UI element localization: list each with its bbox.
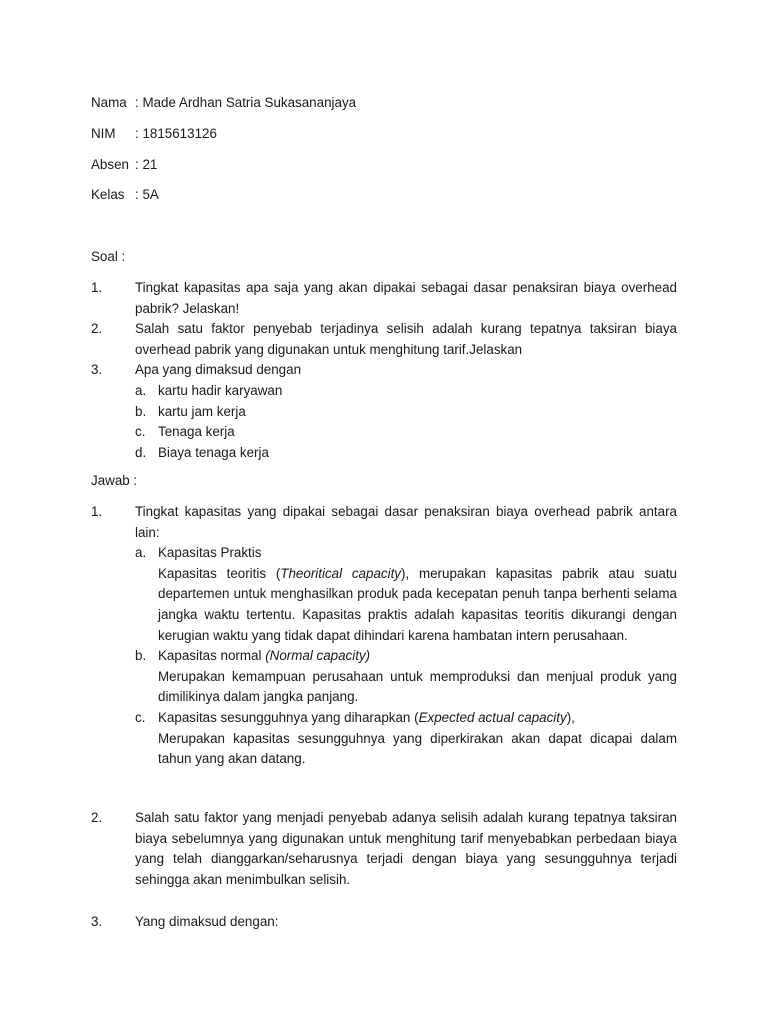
field-value: : Made Ardhan Satria Sukasananjaya (135, 95, 357, 110)
sub-item-b (135, 646, 677, 667)
item-text: Tingkat kapasitas apa saja yang akan dipakai sebagai dasar penaksiran biaya overhead pabrik? Jelaskan! (135, 280, 677, 316)
item-text: Apa yang dimaksud dengan (135, 362, 302, 378)
sub-letter: b. (135, 648, 147, 664)
item-text: Salah satu faktor penyebab terjadinya selisih adalah kurang tepatnya taksiran biaya overhead pabrik yang digunakan untuk menghitung tarif.Jelaskan (135, 321, 677, 357)
desc-text: Kapasitas teoritis ( (158, 565, 281, 581)
sub-text: Biaya tenaga kerja (158, 444, 269, 460)
desc-text: ), merupakan kapasitas pabrik atau suatu departemen untuk menghasilkan produk pada kecepatan penuh tanpa berhenti selama jangka waktu tertentu. Kapasitas praktis adalah kapasitas teoritis dikurangi dengan kerugian waktu yang tidak dapat dihindari karena hambatan intern perusahaan. (158, 565, 677, 643)
field-nama (91, 93, 356, 113)
field-absen (91, 155, 157, 175)
sub-letter: d. (135, 444, 147, 460)
field-value: : 1815613126 (135, 126, 217, 141)
jawab-heading: Jawab : (91, 473, 138, 488)
question-2 (91, 319, 677, 360)
field-label: Nama (91, 95, 127, 110)
sub-title: Kapasitas normal (158, 648, 266, 664)
sub-title-italic: (Normal capacity) (265, 648, 371, 664)
desc-italic: Theoritical capacity (280, 565, 401, 581)
soal-heading: Soal : (91, 249, 126, 264)
item-number: 2. (91, 810, 103, 825)
sub-item-a (135, 543, 677, 564)
field-label: NIM (91, 126, 116, 141)
field-label: Absen (91, 157, 129, 172)
item-text: Yang dimaksud dengan: (135, 914, 279, 929)
sub-text: Tenaga kerja (158, 424, 235, 440)
sub-description: Merupakan kapasitas sesungguhnya yang diperkirakan akan dapat dicapai dalam tahun yang akan datang. (158, 730, 677, 767)
field-value: : 21 (135, 157, 158, 172)
sub-item (135, 381, 677, 402)
sub-title: Kapasitas Praktis (158, 545, 262, 561)
question-3 (91, 360, 677, 463)
sub-item (135, 443, 677, 464)
jawab-list-1 (91, 502, 677, 770)
answer-2 (91, 808, 677, 890)
sub-title: ), (566, 709, 575, 725)
field-kelas (91, 185, 159, 205)
sub-letter: c. (135, 709, 146, 725)
sub-item (135, 422, 677, 443)
sub-item-c (135, 708, 677, 729)
sub-letter: c. (135, 424, 146, 440)
sub-text: kartu hadir karyawan (158, 382, 283, 398)
sub-title: Kapasitas sesungguhnya yang diharapkan ( (158, 709, 419, 725)
sub-item (135, 402, 677, 423)
sub-description: Merupakan kemampuan perusahaan untuk memproduksi dan menjual produk yang dimilikinya dalam jangka panjang. (158, 668, 677, 705)
jawab-list-3 (91, 912, 677, 933)
sub-letter: a. (135, 382, 147, 398)
item-number: 1. (91, 280, 103, 295)
item-text: Tingkat kapasitas yang dipakai sebagai dasar penaksiran biaya overhead pabrik antara lain: (135, 504, 677, 540)
item-number: 1. (91, 504, 103, 519)
question-1 (91, 278, 677, 319)
item-number: 3. (91, 914, 103, 929)
sub-title-italic: Expected actual capacity (418, 709, 567, 725)
field-label: Kelas (91, 187, 125, 202)
item-number: 3. (91, 362, 103, 378)
field-nim (91, 124, 217, 144)
item-number: 2. (91, 321, 103, 337)
answer-1 (91, 502, 677, 770)
soal-list (91, 278, 677, 463)
item-text: Salah satu faktor yang menjadi penyebab adanya selisih adalah kurang tepatnya taksiran biaya sebelumnya yang digunakan untuk menghitung tarif menyebabkan perbedaan biaya yang telah dianggarkan/seharusnya terjadi dengan biaya yang sesungguhnya terjadi sehingga akan menimbulkan selisih. (135, 810, 677, 887)
jawab-list-2 (91, 808, 677, 890)
sub-text: kartu jam kerja (158, 403, 246, 419)
sub-letter: a. (135, 545, 147, 561)
answer-3 (91, 912, 677, 933)
sub-letter: b. (135, 403, 147, 419)
field-value: : 5A (135, 187, 159, 202)
sub-description (158, 564, 677, 646)
